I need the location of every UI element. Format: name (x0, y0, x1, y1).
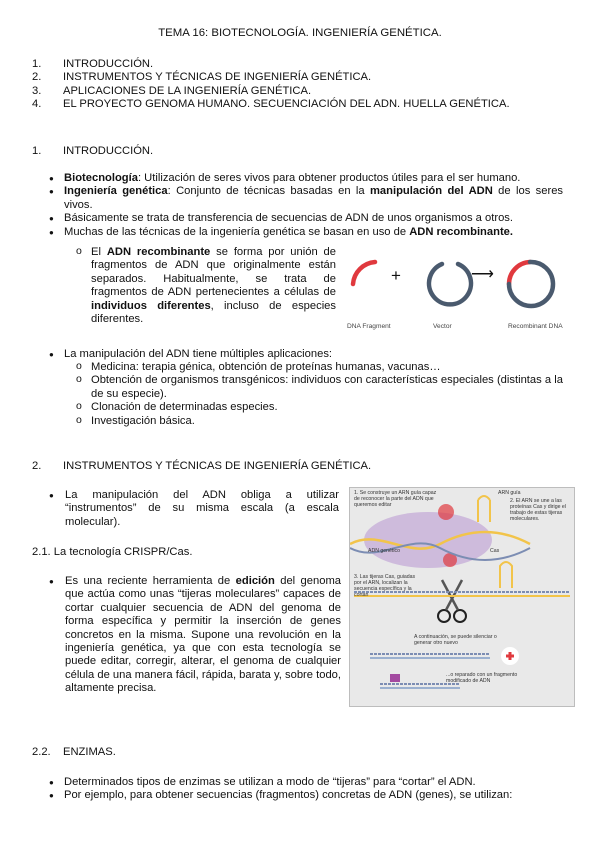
list-item (49, 226, 563, 239)
figure-label-fragment: DNA Fragment (347, 323, 391, 330)
list-item (49, 172, 563, 185)
manipulation-list (49, 348, 563, 361)
scissors-icon (438, 580, 466, 622)
list-item (49, 489, 339, 529)
enzimas-list (49, 776, 569, 803)
emphasis: ADN recombinante. (409, 225, 513, 238)
toc-text: INSTRUMENTOS Y TÉCNICAS DE INGENIERÍA GENÉTICA. (63, 71, 372, 84)
list-text: Básicamente se trata de transferencia de secuencias de ADN de unos organismos a otros. (64, 212, 513, 225)
list-text: Investigación básica. (91, 414, 195, 427)
definition: de los seres vivos. (64, 185, 564, 211)
crispr-caption-1: 1. Se construye un ARN guía capaz de reconocer la parte del ADN que queremos editar (354, 490, 437, 508)
list-text: Es una reciente herramienta de (65, 575, 236, 587)
crispr-caption-5: ...o reparado con un fragmento modificado de ADN (446, 672, 518, 684)
instruments-list (49, 489, 339, 529)
recombinant-dna-figure (345, 248, 573, 332)
list-item (72, 361, 563, 374)
figure-label-vector: Vector (433, 323, 452, 330)
list-item (49, 789, 569, 802)
crispr-caption-2: 2. El ARN se une a las proteínas Cas y dirige el trabajo de estas tijeras moleculares. (510, 498, 566, 522)
emphasis: ADN recombinante (106, 246, 211, 258)
definition: : Conjunto de técnicas basadas en la (167, 185, 370, 198)
section-number: 2.2. (32, 746, 51, 758)
table-of-contents (32, 58, 572, 112)
toc-item (32, 98, 572, 111)
toc-number: 2. (32, 71, 42, 84)
dna-fragment-icon (353, 262, 375, 284)
section-number: 1. (32, 145, 42, 157)
emphasis: individuos diferentes (91, 299, 211, 312)
crispr-caption-adn: ADN genético (368, 548, 401, 554)
toc-item (32, 85, 572, 98)
section-heading-enzimas (32, 746, 572, 760)
crispr-caption-4: A continuación, se puede silenciar o generar otro nuevo (414, 634, 497, 646)
list-text: La manipulación del ADN obliga a utilizar “instrumentos” de su misma escala (a escala molecular). (65, 489, 339, 528)
vector-plasmid-icon (429, 264, 471, 304)
list-text: del genoma que actúa como unas “tijeras moleculares” capaces de cortar cualquier secuencia de ADN del genoma de forma específica y permitir la inserción de genes concretos en la misma. Supone una revolución en la ingeniería genética, ya que con esta tecnología se puede editar, corregir, alterar, el genoma de cualquier célula de una manera fácil, rápida, barata y, sobre todo, altamente precisa. (65, 575, 341, 695)
crispr-caption-arn: ARN guía (498, 490, 521, 496)
applications-list (72, 361, 563, 428)
list-item (72, 415, 563, 428)
intro-list (49, 172, 563, 239)
cut-site-icon (438, 504, 454, 520)
adn-recombinante-list (72, 246, 336, 326)
list-text: Obtención de organismos transgénicos: individuos con características especiales (distintas a la de su especie). (91, 374, 563, 400)
list-text: Por ejemplo, para obtener secuencias (fragmentos) concretas de ADN (genes), se utilizan: (64, 789, 513, 802)
definition: : Utilización de seres vivos para obtener productos útiles para el ser humano. (137, 172, 521, 184)
list-item (49, 776, 569, 789)
list-text: Muchas de las técnicas de la ingeniería genética se basan en uso de (64, 225, 410, 238)
insert-fragment-icon (390, 674, 400, 682)
list-text: Medicina: terapia génica, obtención de proteínas humanas, vacunas… (91, 361, 441, 373)
list-item (49, 575, 341, 696)
list-text: , incluso de especies diferentes. (91, 299, 336, 326)
section-heading-intro (32, 145, 572, 159)
list-text: La manipulación del ADN tiene múltiples aplicaciones: (64, 348, 333, 360)
toc-item (32, 58, 572, 71)
list-item (72, 374, 563, 401)
recombinant-insert-icon (509, 262, 530, 284)
guide-rna-icon (478, 500, 490, 522)
toc-text: APLICACIONES DE LA INGENIERÍA GENÉTICA. (63, 84, 312, 97)
section-heading-instruments (32, 460, 572, 474)
toc-item (32, 71, 572, 84)
toc-text: EL PROYECTO GENOMA HUMANO. SECUENCIACIÓN DEL ADN. HUELLA GENÉTICA. (63, 98, 510, 111)
plus-icon: + (391, 266, 401, 285)
term-biotecnologia: Biotecnología (64, 172, 138, 184)
list-text: Clonación de determinadas especies. (91, 401, 278, 414)
guide-rna-icon (478, 496, 490, 500)
subsection-heading-crispr: 2.1. La tecnología CRISPR/Cas. (32, 546, 193, 558)
toc-number: 3. (32, 84, 42, 97)
crispr-figure (349, 487, 575, 707)
section-title: INSTRUMENTOS Y TÉCNICAS DE INGENIERÍA GENÉTICA. (63, 460, 372, 472)
list-item (49, 348, 563, 361)
section-title: INTRODUCCIÓN. (63, 145, 154, 157)
toc-number: 1. (32, 58, 42, 70)
arrow-icon: ⟶ (471, 266, 494, 283)
figure-label-recombinant: Recombinant DNA (508, 323, 563, 330)
list-item (49, 185, 563, 212)
list-text: El (91, 246, 107, 258)
emphasis: manipulación del ADN (369, 185, 493, 198)
term-ingenieria-genetica: Ingeniería genética (64, 185, 168, 198)
guide-rna-icon (500, 562, 512, 588)
section-title: ENZIMAS. (63, 746, 116, 758)
toc-text: INTRODUCCIÓN. (63, 58, 154, 70)
page-title: TEMA 16: BIOTECNOLOGÍA. INGENIERÍA GENÉTICA. (158, 27, 442, 39)
crispr-caption-cas: Cas (490, 548, 500, 554)
list-item (72, 246, 336, 326)
toc-number: 4. (32, 98, 42, 111)
emphasis: edición (235, 575, 275, 587)
crispr-list (49, 575, 341, 696)
crispr-caption-3: 3. Las tijeras Cas, guiadas por el ARN, localizan la secuencia específica y la cortan (354, 574, 416, 598)
list-item (72, 401, 563, 414)
list-text: Determinados tipos de enzimas se utilizan a modo de “tijeras” para “cortar” el ADN. (64, 776, 476, 788)
list-text: se forma por unión de fragmentos de ADN que originalmente están separados. Habitualmente, se trata de fragmentos de ADN pertenecientes a células de (91, 246, 336, 299)
list-item (49, 212, 563, 225)
section-number: 2. (32, 460, 42, 472)
